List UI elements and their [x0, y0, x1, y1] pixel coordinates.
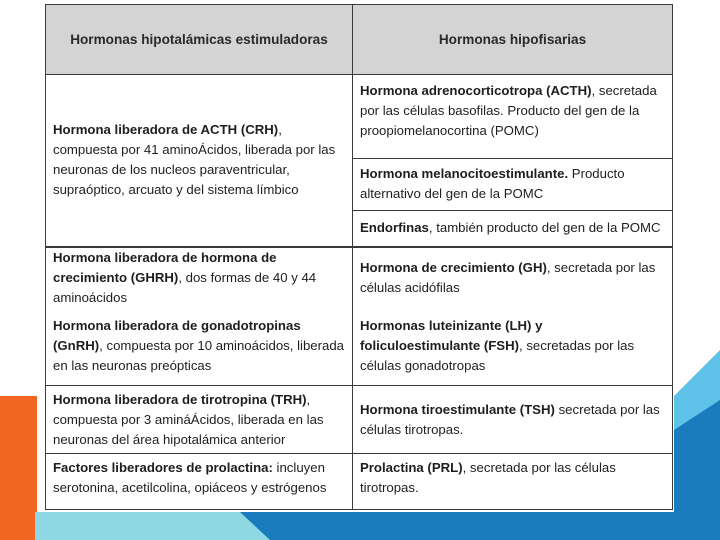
tsh-desc: secretada por las células tirotropas.: [360, 401, 660, 437]
lhfsh-desc: , secretadas por las células gonadotropas: [360, 338, 635, 374]
tsh-name: Hormona tiroestimulante (TSH): [360, 401, 555, 417]
endorfinas-desc: , también producto del gen de la POMC: [428, 220, 661, 236]
crh-desc: , compuesta por 41 aminoÁcidos, liberada por las neuronas de los nucleos paraventricular, supraóptico, arcuato y del sistema límbico: [53, 122, 336, 198]
lhfsh-name: Hormonas luteinizante (LH) y foliculoestimulante (FSH): [360, 318, 543, 354]
cell-trh: [46, 386, 353, 454]
cell-crh: [46, 75, 353, 247]
gh-name: Hormona de crecimiento (GH): [360, 259, 547, 275]
prl-name: Prolactina (PRL): [360, 460, 463, 475]
cell-lhfsh: [353, 308, 673, 386]
msh-desc: Producto alternativo del gen de la POMC: [360, 166, 625, 201]
acth-desc: , secretada por las células basofilas. Producto del gen de la proopiomelanocortina (POMC): [360, 83, 657, 138]
prl-desc: , secretada por las células tirotropas.: [360, 460, 616, 495]
blue-stripe-shape: [240, 512, 720, 540]
cell-ghrh: [46, 247, 353, 308]
header-pituitary: Hormonas hipofisarias: [353, 5, 673, 75]
header-hypothalamic: Hormonas hipotalámicas estimuladoras: [46, 5, 353, 75]
crh-name: Hormona liberadora de ACTH (CRH): [53, 122, 279, 138]
orange-corner-shape: [0, 396, 37, 540]
ghrh-desc: , dos formas de 40 y 44 aminoácidos: [53, 269, 317, 305]
gnrh-name: Hormona liberadora de gonadotropinas (GnRH): [53, 318, 301, 354]
msh-name: Hormona melanocitoestimulante.: [360, 166, 569, 181]
hormone-table: [45, 4, 673, 510]
cell-gnrh: [46, 308, 353, 386]
trh-name: Hormona liberadora de tirotropina (TRH): [53, 391, 307, 407]
endorfinas-name: Endorfinas: [360, 220, 429, 236]
gnrh-desc: , compuesta por 10 aminoácidos, liberada en las neuronas preópticas: [53, 338, 345, 374]
gh-desc: , secretada por las células acidófilas: [360, 259, 656, 295]
cell-tsh: [353, 386, 673, 454]
cell-endorfinas: [353, 211, 673, 247]
cell-msh: [353, 159, 673, 211]
cell-prl: [353, 454, 673, 510]
acth-name: Hormona adrenocorticotropa (ACTH): [360, 83, 592, 98]
cell-factores-prl: [46, 454, 353, 510]
factores-prl-name: Factores liberadores de prolactina:: [53, 460, 273, 475]
factores-prl-desc: incluyen serotonina, acetilcolina, opiáceos y estrógenos: [53, 460, 327, 495]
hormone-table-card: [37, 0, 674, 512]
cell-acth: [353, 75, 673, 159]
trh-desc: , compuesta por 3 amináÁcidos, liberada en las neuronas del área hipotalámica anterior: [53, 391, 324, 447]
cell-gh: [353, 247, 673, 308]
ghrh-name: Hormona liberadora de hormona de crecimiento (GHRH): [53, 249, 277, 285]
